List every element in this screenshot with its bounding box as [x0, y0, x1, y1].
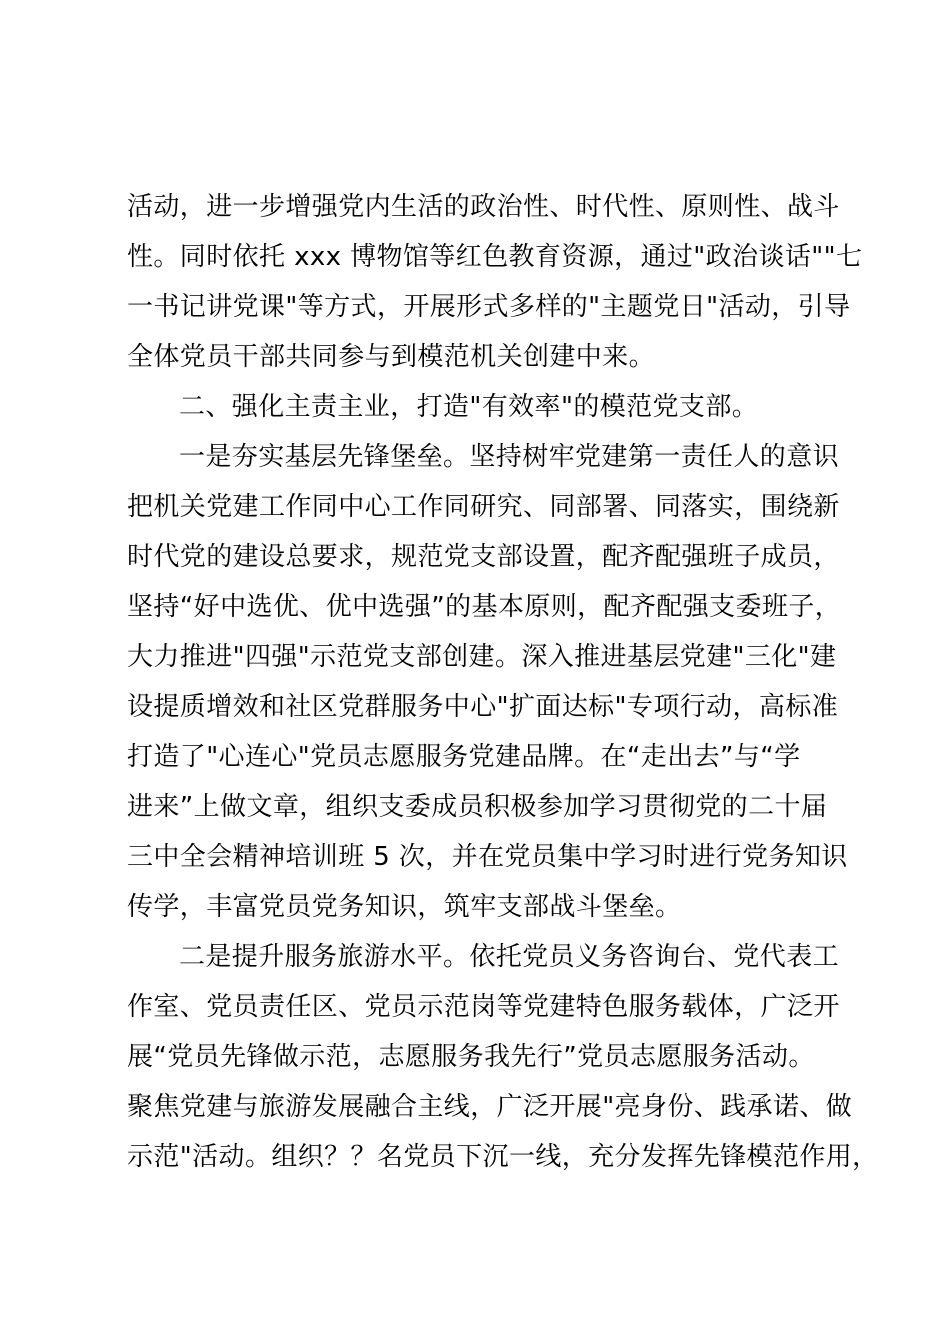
- text-line: 坚持“好中选优、优中选强”的基本原则，配齐配强支委班子，: [127, 592, 842, 622]
- text-line: 进来”上做文章，组织支委成员积极参加学习贯彻党的二十届: [127, 792, 828, 822]
- text-line: 全体党员干部共同参与到模范机关创建中来。: [127, 342, 656, 372]
- text-line: 作室、党员责任区、党员示范岗等党建特色服务载体，广泛开: [127, 992, 840, 1022]
- paragraph-start: 一是夯实基层先锋堡垒。坚持树牢党建第一责任人的意识: [179, 442, 840, 472]
- text-line: 活动，进一步增强党内生活的政治性、时代性、原则性、战斗: [127, 192, 840, 222]
- text-line: 聚焦党建与旅游发展融合主线，广泛开展"亮身份、践承诺、做: [127, 1092, 853, 1122]
- text-line: 打造了"心连心"党员志愿服务党建品牌。在“走出去”与“学: [127, 742, 801, 772]
- text-line: 展“党员先锋做示范，志愿服务我先行”党员志愿服务活动。: [127, 1042, 815, 1072]
- section-heading: 二、强化主责主业，打造"有效率"的模范党支部。: [179, 392, 759, 422]
- text-line: 一书记讲党课"等方式，开展形式多样的"主题党日"活动，引导: [127, 292, 851, 322]
- text-line: 三中全会精神培训班 5 次，并在党员集中学习时进行党务知识: [127, 842, 848, 872]
- text-line: 大力推进"四强"示范党支部创建。深入推进基层党建"三化"建: [127, 642, 837, 672]
- paragraph-start: 二是提升服务旅游水平。依托党员义务咨询台、党代表工: [179, 942, 840, 972]
- text-line: 把机关党建工作同中心工作同研究、同部署、同落实，围绕新: [127, 492, 840, 522]
- document-body: [127, 182, 879, 1182]
- text-line: 传学，丰富党员党务知识，筑牢支部战斗堡垒。: [127, 892, 682, 922]
- text-line: 设提质增效和社区党群服务中心"扩面达标"专项行动，高标准: [127, 692, 839, 722]
- text-line: 示范"活动。组织？？名党员下沉一线，充分发挥先锋模范作用，: [127, 1142, 879, 1172]
- text-line: 性。同时依托 xxx 博物馆等红色教育资源，通过"政治谈话""七: [127, 242, 863, 272]
- text-line: 时代党的建设总要求，规范党支部设置，配齐配强班子成员，: [127, 542, 840, 572]
